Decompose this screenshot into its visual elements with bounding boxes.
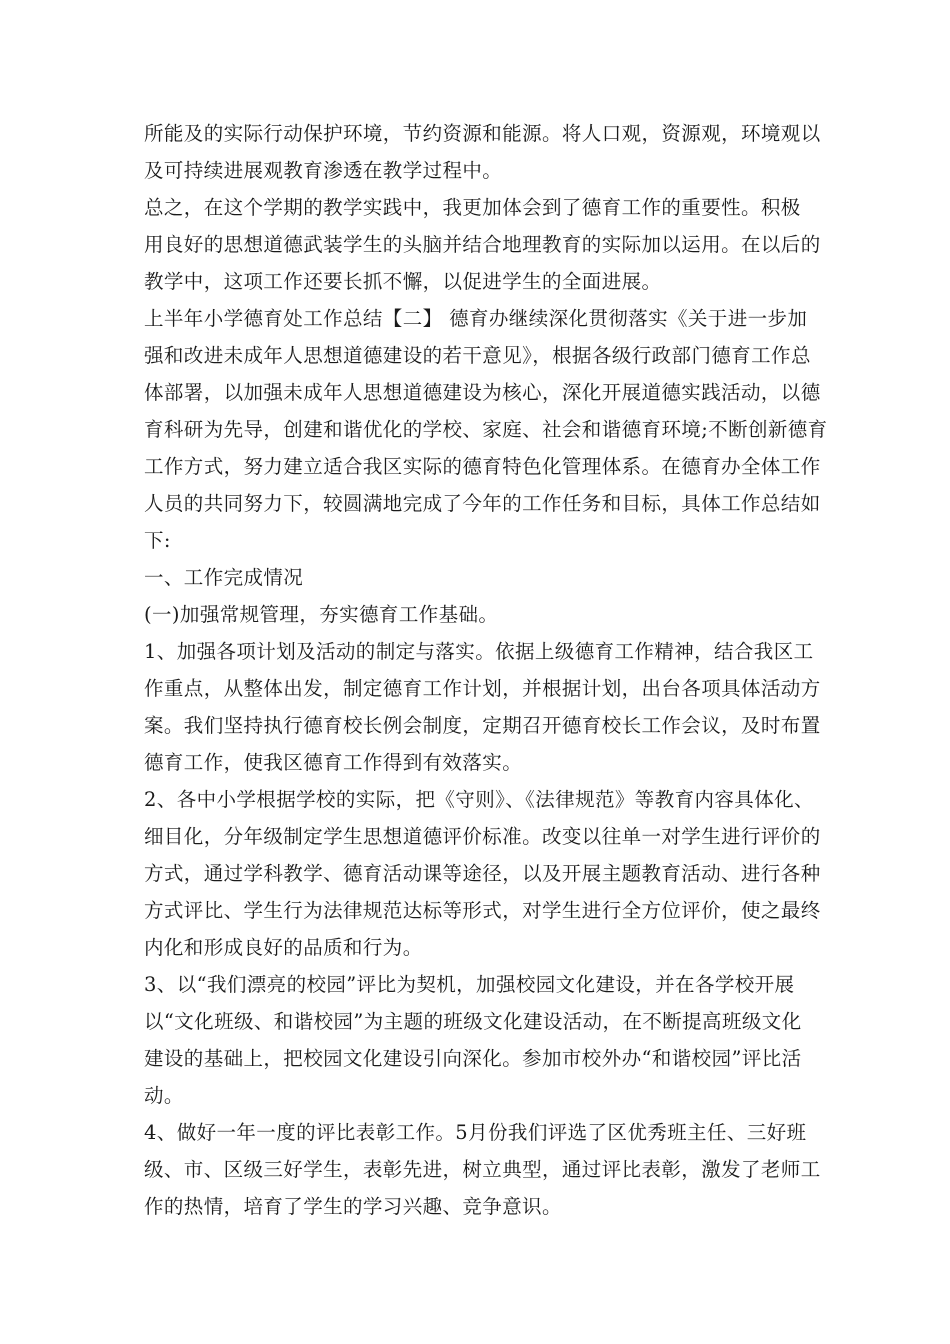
text-line: 4、做好一年一度的评比表彰工作。5月份我们评选了区优秀班主任、三好班 [144,1121,807,1144]
section-heading-line: 上半年小学德育处工作总结【二】 德育办继续深化贯彻落实《关于进一步加 [144,307,808,330]
text-line: 方式，通过学科教学、德育活动课等途径，以及开展主题教育活动、进行各种 [144,862,821,885]
text-line: 人员的共同努力下，较圆满地完成了今年的工作任务和目标，具体工作总结如 [144,492,821,515]
text-line: 以“文化班级、和谐校园”为主题的班级文化建设活动，在不断提高班级文化 [144,1010,802,1033]
text-line: 所能及的实际行动保护环境，节约资源和能源。将人口观，资源观，环境观以 [144,122,821,145]
text-line: 作重点，从整体出发，制定德育工作计划，并根据计划，出台各项具体活动方 [144,677,821,700]
text-line: 案。我们坚持执行德育校长例会制度，定期召开德育校长工作会议，及时布置 [144,714,821,737]
text-line: 级、市、区级三好学生，表彰先进，树立典型，通过评比表彰，激发了老师工 [144,1158,821,1181]
text-line: 及可持续进展观教育渗透在教学过程中。 [144,159,503,182]
text-line: 2、各中小学根据学校的实际，把《守则》、《法律规范》等教育内容具体化、 [144,788,814,811]
text-line: 教学中，这项工作还要长抓不懈，以促进学生的全面进展。 [144,270,662,293]
text-line: 用良好的思想道德武装学生的头脑并结合地理教育的实际加以运用。在以后的 [144,233,821,256]
text-line: 强和改进未成年人思想道德建设的若干意见》，根据各级行政部门德育工作总 [144,344,811,367]
text-line: 总之，在这个学期的教学实践中，我更加体会到了德育工作的重要性。积极 [144,196,801,219]
text-line: 内化和形成良好的品质和行为。 [144,936,423,959]
text-line: 细目化，分年级制定学生思想道德评价标准。改变以往单一对学生进行评价的 [144,825,821,848]
text-line: 方式评比、学生行为法律规范达标等形式，对学生进行全方位评价，使之最终 [144,899,821,922]
subheading-line: (一)加强常规管理，夯实德育工作基础。 [144,603,499,626]
text-line: 育科研为先导，创建和谐优化的学校、家庭、社会和谐德育环境;不断创新德育 [144,418,828,441]
text-line: 1、加强各项计划及活动的制定与落实。依据上级德育工作精神，结合我区工 [144,640,814,663]
text-line: 作的热情，培育了学生的学习兴趣、竞争意识。 [144,1195,562,1218]
text-line: 建设的基础上，把校园文化建设引向深化。参加市校外办“和谐校园”评比活 [144,1047,802,1070]
text-line: 德育工作，使我区德育工作得到有效落实。 [144,751,523,774]
text-line: 动。 [144,1084,184,1107]
text-line: 工作方式，努力建立适合我区实际的德育特色化管理体系。在德育办全体工作 [144,455,821,478]
text-line: 体部署，以加强未成年人思想道德建设为核心，深化开展道德实践活动，以德 [144,381,821,404]
subheading-line: 一、工作完成情况 [144,566,304,589]
text-line: 3、以“我们漂亮的校园”评比为契机，加强校园文化建设，并在各学校开展 [144,973,795,996]
text-line: 下: [144,529,171,552]
